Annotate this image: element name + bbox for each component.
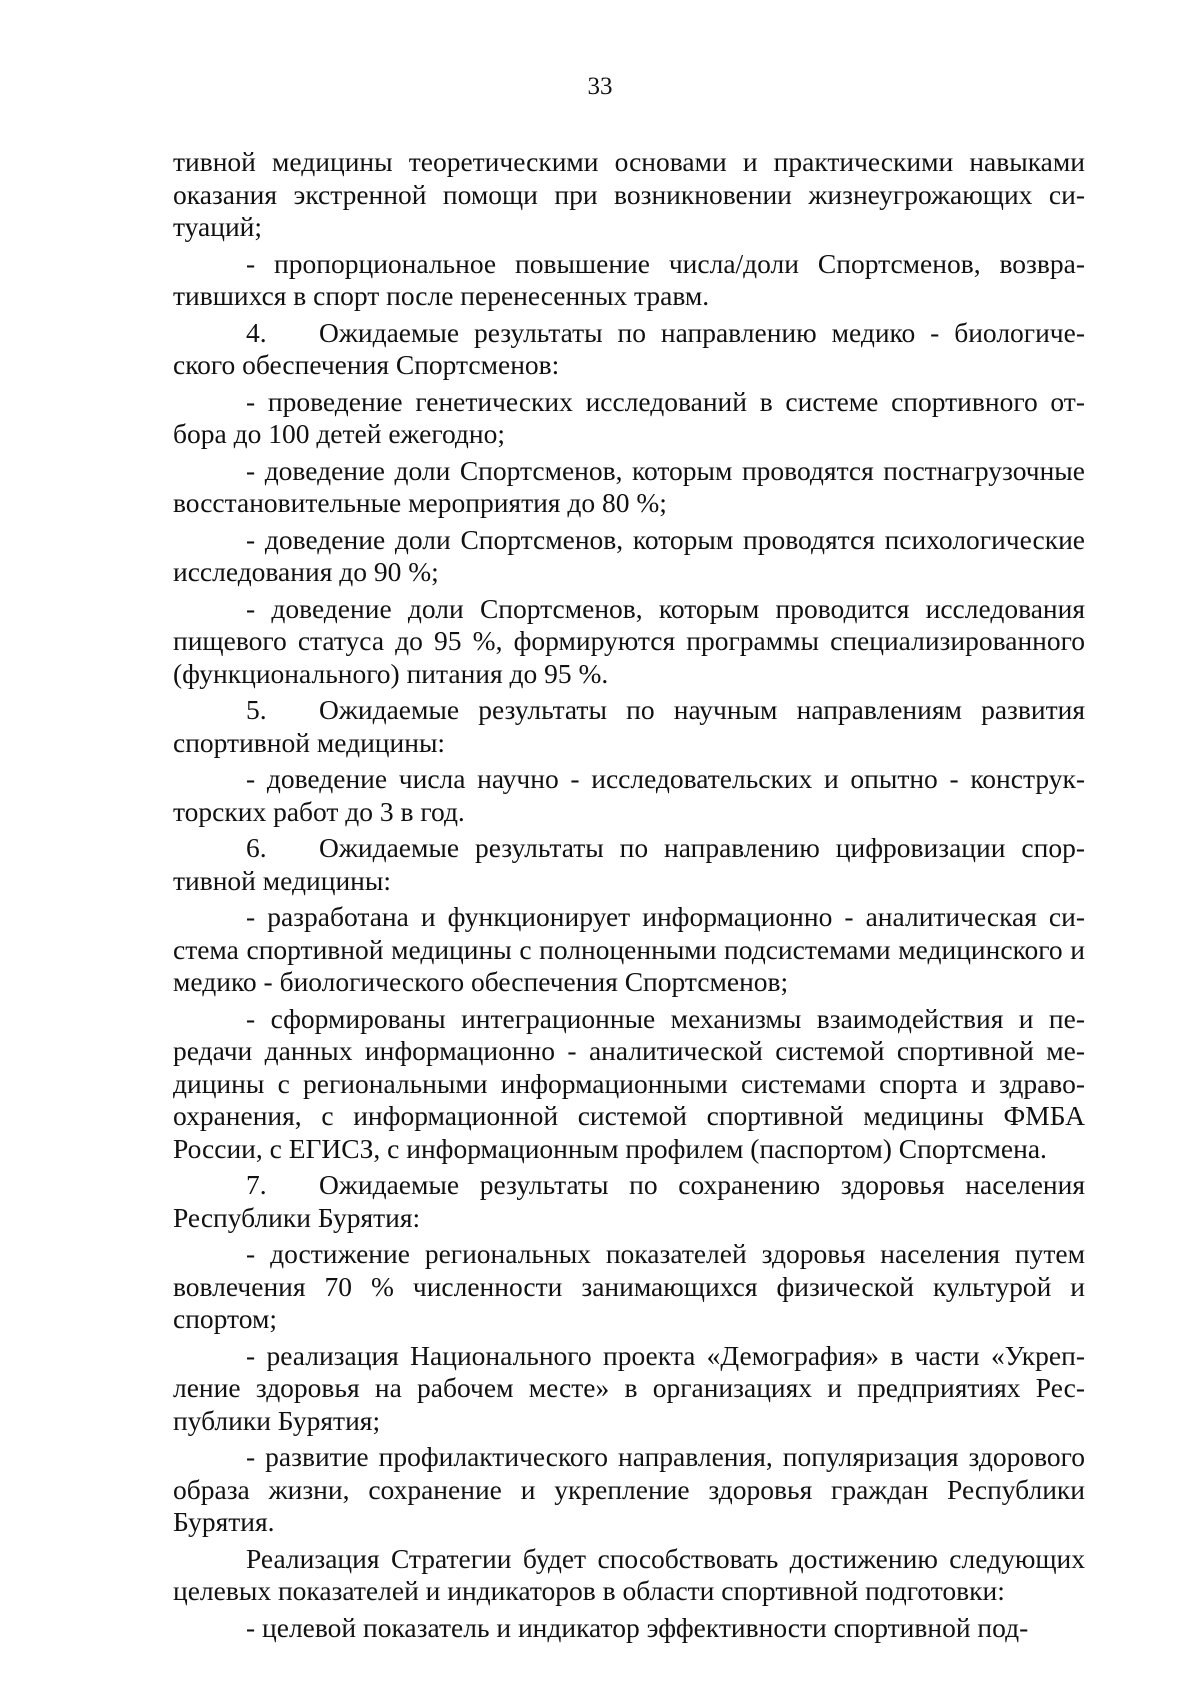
paragraph-text: - реализация Национального проекта «Демография» в части «Укрепление здоровья на рабочем месте» в организациях и предприятиях Республики Бурятия; [173, 1339, 1085, 1436]
paragraph-3 [173, 386, 1085, 451]
paragraph-text: - проведение генетических исследований в системе спортивного отбора до 100 детей ежегодно; [173, 385, 1085, 449]
page-number: 33 [587, 73, 613, 100]
paragraph-12 [173, 1169, 1085, 1234]
paragraph-2 [173, 317, 1085, 382]
paragraph-6 [173, 593, 1085, 691]
page-body [173, 146, 1085, 1644]
paragraph-text: - целевой показатель и индикатор эффективности спортивной под- [246, 1611, 1029, 1643]
list-number: 4. [246, 316, 267, 348]
paragraph-5 [173, 524, 1085, 589]
paragraph-text: Ожидаемые результаты по направлению цифровизации спортивной медицины: [173, 832, 1085, 896]
list-number: 7. [246, 1169, 267, 1200]
list-number: 6. [246, 832, 267, 863]
paragraph-text: - развитие профилактического направления, популяризация здорового образа жизни, сохранение и укрепление здоровья граждан Республики Бурятия. [173, 1441, 1085, 1537]
paragraph-8 [173, 763, 1085, 828]
paragraph-13 [173, 1238, 1085, 1336]
paragraph-4 [173, 455, 1085, 520]
paragraph-17 [173, 1612, 1085, 1645]
paragraph-text: Ожидаемые результаты по направлению медико - биологического обеспечения Спортсменов: [173, 316, 1085, 380]
paragraph-11 [173, 1003, 1085, 1166]
paragraph-0 [173, 146, 1085, 244]
paragraph-16 [173, 1543, 1085, 1608]
paragraph-text: Реализация Стратегии будет способствовать достижению следующих целевых показателей и индикаторов в области спортивной подготовки: [173, 1542, 1085, 1606]
paragraph-text: - пропорциональное повышение числа/доли Спортсменов, возвратившихся в спорт после перенесенных травм. [173, 247, 1085, 311]
paragraph-text: тивной медицины теоретическими основами и практическими навыками оказания экстренной помощи при возникновении жизнеугрожающих ситуаций; [173, 146, 1085, 242]
list-number: 5. [246, 694, 267, 725]
paragraph-text: Ожидаемые результаты по сохранению здоровья населения Республики Бурятия: [173, 1169, 1085, 1233]
paragraph-7 [173, 694, 1085, 759]
paragraph-text: - разработана и функционирует информационно - аналитическая система спортивной медицины с полноценными подсистемами медицинского и медико - биологического обеспечения Спортсменов; [173, 901, 1085, 997]
paragraph-text: - доведение доли Спортсменов, которым проводятся постнагрузочные восстановительные мероприятия до 80 %; [173, 454, 1085, 518]
paragraph-9 [173, 832, 1085, 897]
paragraph-15 [173, 1441, 1085, 1539]
paragraph-text: - доведение доли Спортсменов, которым проводятся психологические исследования до 90 %; [173, 523, 1085, 587]
paragraph-14 [173, 1340, 1085, 1438]
paragraph-10 [173, 901, 1085, 999]
paragraph-text: - сформированы интеграционные механизмы взаимодействия и передачи данных информационно - аналитической системой спортивной медицины с региональными информационными системами спорта и здравоохранения, с информационной системой спортивной медицины ФМБА России, с ЕГИСЗ, с информационным профилем (паспортом) Спортсмена. [173, 1002, 1085, 1164]
paragraph-text: Ожидаемые результаты по научным направлениям развития спортивной медицины: [173, 694, 1085, 758]
paragraph-text: - доведение числа научно - исследовательских и опытно - конструкторских работ до 3 в год. [173, 763, 1085, 827]
paragraph-1 [173, 248, 1085, 313]
paragraph-text: - доведение доли Спортсменов, которым проводится исследования пищевого статуса до 95 %, формируются программы специализированного (функционального) питания до 95 %. [173, 592, 1085, 689]
paragraph-text: - достижение региональных показателей здоровья населения путем вовлечения 70 % численности занимающихся физической культурой и спортом; [173, 1238, 1085, 1334]
